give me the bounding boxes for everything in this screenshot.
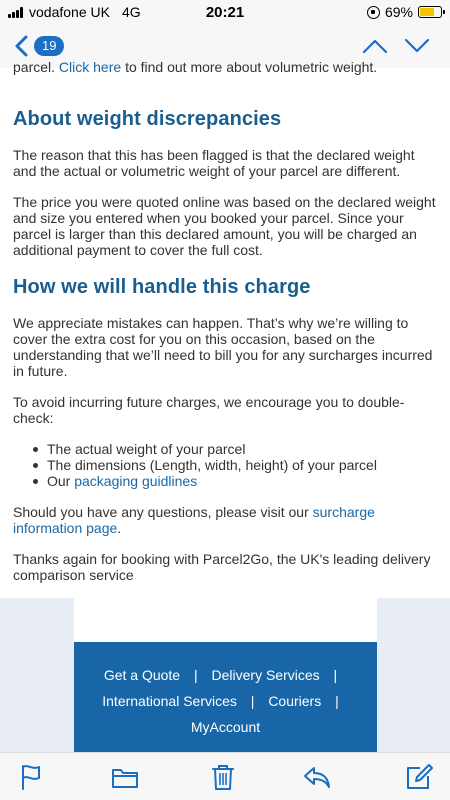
reply-icon[interactable] [302,763,332,791]
unread-count-badge[interactable]: 19 [34,36,64,56]
email-body[interactable] [0,59,450,598]
status-bar [0,0,450,24]
separator: | [333,667,338,683]
mail-toolbar [0,752,450,800]
folder-icon[interactable] [110,763,140,791]
thanks-paragraph: Thanks again for booking with Parcel2Go, the UK's leading delivery comparison service [13,551,431,583]
footer-row-2 [74,693,377,713]
carrier-name: vodafone UK [29,4,110,20]
get-quote-link[interactable]: Get a Quote [103,667,181,683]
my-account-link[interactable]: MyAccount [190,719,261,735]
clock: 20:21 [205,4,245,21]
compose-icon[interactable] [404,763,434,791]
trash-icon[interactable] [208,763,238,791]
list-item-prefix: Our [47,473,71,489]
clipped-prefix: parcel. [13,59,56,75]
surcharge-info-link[interactable]: surcharge information page [13,504,375,536]
price-explanation-paragraph: The price you were quoted online was based on the declared weight and size you entered when you booked your parcel. Since your parcel is larger than this declared amount, you will be charged an additional payment to cover the full cost. [13,194,436,258]
double-check-paragraph: To avoid incurring future charges, we encourage you to double-check: [13,394,405,426]
flag-icon[interactable] [16,763,46,791]
international-services-link[interactable]: International Services [102,693,237,709]
clipped-suffix: to find out more about volumetric weight. [125,59,378,75]
previous-message-icon[interactable] [362,34,388,58]
weight-discrepancies-heading: About weight discrepancies [13,108,282,130]
footer-white-spacer [74,598,377,642]
back-chevron-icon[interactable] [12,34,32,58]
questions-suffix: . [117,520,122,536]
separator: | [193,667,198,683]
battery-icon [418,6,442,18]
network-type: 4G [121,4,141,20]
packaging-guidelines-link[interactable]: packaging guidlines [74,473,198,489]
footer-links-panel [74,642,377,752]
delivery-services-link[interactable]: Delivery Services [211,667,320,683]
questions-prefix: Should you have any questions, please visit our [13,504,309,520]
mistakes-paragraph: We appreciate mistakes can happen. That’s why we’re willing to cover the extra cost for you on this occasion, based on the understanding that we’ll need to bill you for any surcharges incurred in future. [13,315,433,379]
couriers-link[interactable]: Couriers [268,693,322,709]
email-content [13,108,437,630]
list-item: The actual weight of your parcel [13,441,437,457]
battery-percent: 69% [384,4,413,20]
next-message-icon[interactable] [404,34,430,58]
volumetric-weight-link[interactable]: Click here [58,59,122,75]
flag-reason-paragraph: The reason that this has been flagged is that the declared weight and the actual or volumetric weight of your parcel are different. [13,147,415,179]
list-item: The dimensions (Length, width, height) of your parcel [13,457,437,473]
separator: | [335,693,339,709]
checklist [13,441,437,489]
rotation-lock-icon [367,6,380,19]
separator: | [250,693,255,709]
footer-row-3 [74,719,377,739]
clipped-text-line [13,59,377,75]
status-right [367,4,442,20]
footer-row-1 [74,667,377,687]
handle-charge-heading: How we will handle this charge [13,276,311,298]
questions-paragraph [13,504,437,536]
list-item [13,473,437,489]
email-footer-background [0,598,450,752]
